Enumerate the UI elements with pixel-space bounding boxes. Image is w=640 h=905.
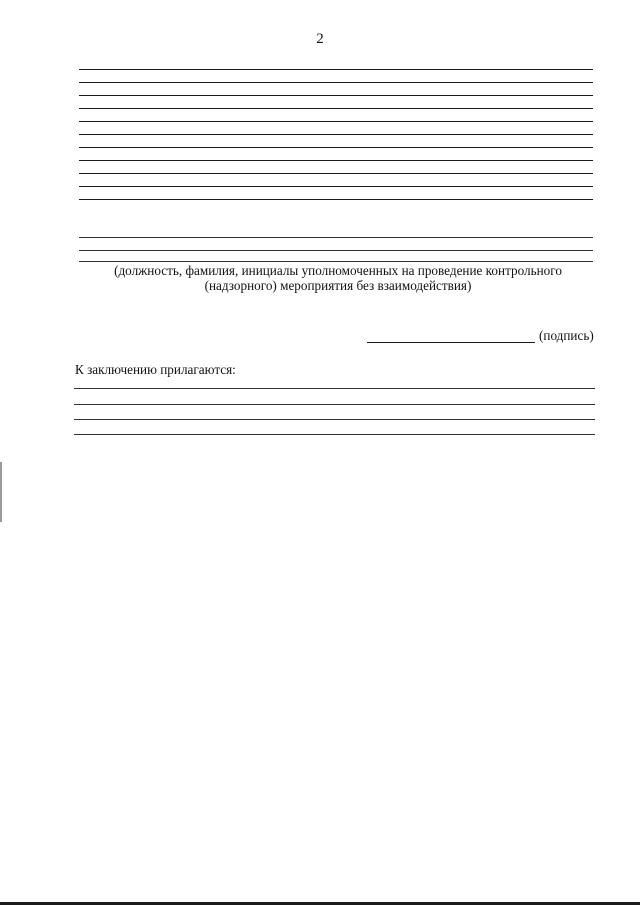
blank-line [79,134,593,135]
blank-line [79,121,593,122]
blank-line [79,199,593,200]
blank-line [79,250,593,251]
blank-line [79,186,593,187]
blank-line [79,69,593,70]
signature-label: (подпись) [539,328,594,343]
blank-line [74,404,595,405]
signature-line [367,342,535,343]
blank-line [74,419,595,420]
blank-line [79,237,593,238]
blank-line [79,147,593,148]
blank-line [79,82,593,83]
blank-line [79,173,593,174]
blank-line [79,160,593,161]
blank-line [74,434,595,435]
blank-line [79,261,593,262]
page-number: 2 [316,31,324,47]
blank-line [74,388,595,389]
blank-line [79,108,593,109]
blank-line [79,95,593,96]
signatory-caption: (должность, фамилия, инициалы уполномоченных на проведение контрольного (надзорного) мероприятия без взаимодействия) [114,263,562,293]
scan-edge-mark [0,462,2,522]
attachments-label: К заключению прилагаются: [75,362,236,377]
